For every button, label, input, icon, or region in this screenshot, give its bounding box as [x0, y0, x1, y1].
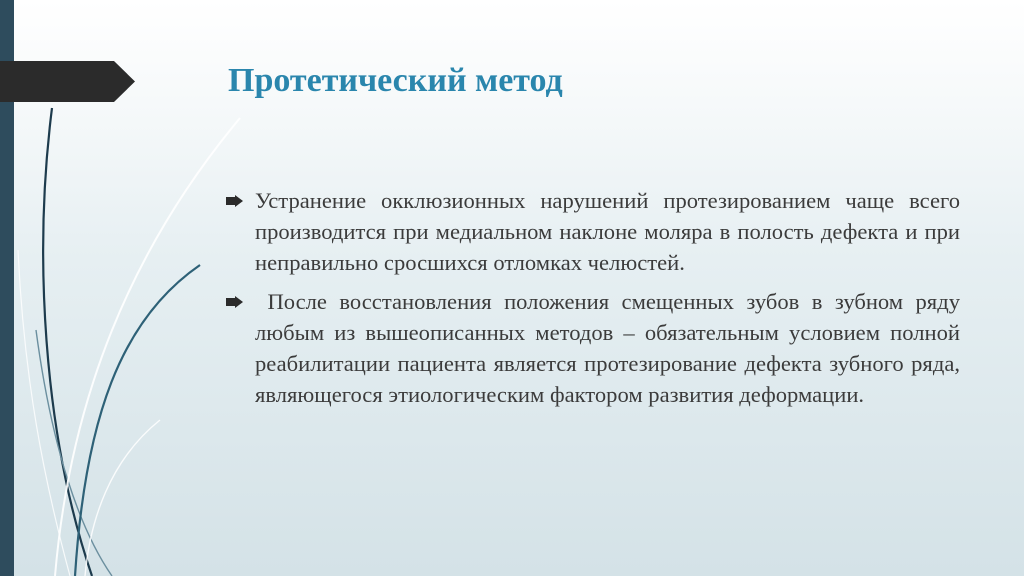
title-accent-tab [0, 61, 135, 102]
bullet-text: После восстановления положения смещенных зубов в зубном ряду любым из вышеописанных методов – обязательным условием полной реабилитации пациента является протезирование дефекта зубного ряда, являющегося этиологическим фактором развития деформации. [255, 289, 966, 407]
slide-title: Протетический метод [228, 62, 563, 99]
bullet-item [226, 286, 966, 410]
arrow-right-icon [226, 296, 243, 308]
bullet-item [226, 185, 960, 278]
arrow-right-icon [226, 195, 243, 207]
bullet-text: Устранение окклюзионных нарушений протезированием чаще всего производится при медиальном наклоне моляра в полость дефекта и при неправильно сросшихся отломках челюстей. [255, 188, 960, 275]
bullet-list [226, 185, 966, 418]
